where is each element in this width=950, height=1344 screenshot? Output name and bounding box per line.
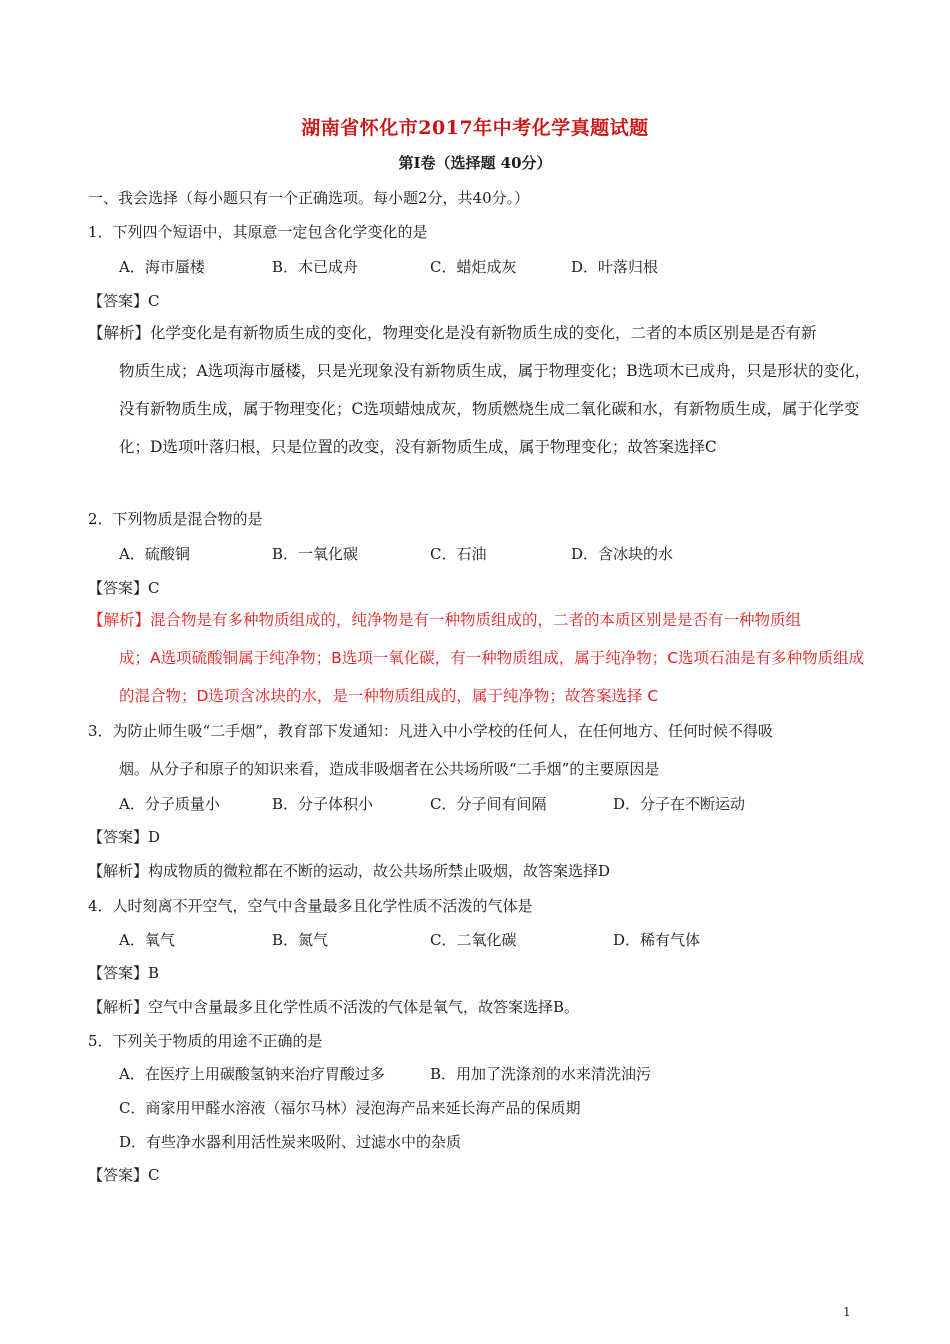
q3-option-b: B．分子体积小 xyxy=(272,795,374,813)
page-title: 湖南省怀化市2017年中考化学真题试题 xyxy=(301,117,649,139)
q2-answer: 【答案】C xyxy=(88,579,160,597)
q4-answer: 【答案】B xyxy=(88,964,160,982)
q4-option-c: C．二氧化碳 xyxy=(430,931,517,949)
q4-option-d: D．稀有气体 xyxy=(613,931,701,949)
q3-option-d: D．分子在不断运动 xyxy=(613,795,746,813)
q1-option-c: C．蜡炬成灰 xyxy=(430,258,517,276)
q2-option-a: A．硫酸铜 xyxy=(119,545,190,563)
q1-analysis-rest: 物质生成；A选项海市蜃楼，只是光现象没有新物质生成，属于物理变化；B选项木已成舟，只是形状的变化，没有新物质生成，属于物理变化；C选项蜡烛成灰，物质燃烧生成二氧化碳和水，有新物质生成，属于化学变化；D选项叶落归根，只是位置的改变，没有新物质生成，属于物理变化；故答案选择C xyxy=(119,362,871,456)
q1-analysis xyxy=(88,314,878,466)
q1-option-b: B．木已成舟 xyxy=(272,258,359,276)
q5-option-c: C．商家用甲醛水溶液（福尔马林）浸泡海产品来延长海产品的保质期 xyxy=(119,1099,581,1117)
q3-answer: 【答案】D xyxy=(88,828,161,846)
q4-option-b: B．氮气 xyxy=(272,931,329,949)
q5-option-d: D．有些净水器利用活性炭来吸附、过滤水中的杂质 xyxy=(119,1133,462,1151)
q4-analysis: 【解析】空气中含量最多且化学性质不活泼的气体是氧气，故答案选择B。 xyxy=(88,998,580,1016)
q2-option-d: D．含冰块的水 xyxy=(571,545,674,563)
q5-option-a: A．在医疗上用碳酸氢钠来治疗胃酸过多 xyxy=(119,1065,385,1083)
section-heading: 一、我会选择（每小题只有一个正确选项。每小题2分，共40分。） xyxy=(88,189,530,207)
q1-analysis-first: 【解析】化学变化是有新物质生成的变化，物理变化是没有新物质生成的变化，二者的本质区别是是否有新 xyxy=(88,324,817,342)
q1-answer: 【答案】C xyxy=(88,292,160,310)
q5-answer: 【答案】C xyxy=(88,1166,160,1184)
question-3-stem: 3．为防止师生吸“二手烟”，教育部下发通知：凡进入中小学校的任何人，在任何地方、任何时候不得吸 xyxy=(88,722,773,740)
q2-option-c: C．石油 xyxy=(430,545,487,563)
q3-analysis: 【解析】构成物质的微粒都在不断的运动，故公共场所禁止吸烟，故答案选择D xyxy=(88,862,611,880)
q5-option-b: B．用加了洗涤剂的水来清洗油污 xyxy=(430,1065,652,1083)
question-3-stem-cont: 烟。从分子和原子的知识来看，造成非吸烟者在公共场所吸“二手烟”的主要原因是 xyxy=(119,760,660,778)
q4-option-a: A．氧气 xyxy=(119,931,175,949)
q2-analysis-rest: 成；A选项硫酸铜属于纯净物；B选项一氧化碳，有一种物质组成，属于纯净物；C选项石油是有多种物质组成的混合物；D选项含冰块的水，是一种物质组成的，属于纯净物；故答案选择 C xyxy=(119,649,865,705)
q2-option-b: B．一氧化碳 xyxy=(272,545,359,563)
q1-option-d: D．叶落归根 xyxy=(571,258,659,276)
q2-analysis-first: 【解析】混合物是有多种物质组成的，纯净物是有一种物质组成的，二者的本质区别是是否有一种物质组 xyxy=(88,611,802,629)
q3-option-a: A．分子质量小 xyxy=(119,795,220,813)
question-4-stem: 4．人时刻离不开空气，空气中含量最多且化学性质不活泼的气体是 xyxy=(88,897,533,915)
q2-analysis xyxy=(88,601,878,715)
q3-option-c: C．分子间有间隔 xyxy=(430,795,547,813)
question-1-stem: 1．下列四个短语中，其原意一定包含化学变化的是 xyxy=(88,223,428,241)
section-subtitle: 第Ⅰ卷（选择题 40分） xyxy=(398,154,552,172)
page-number: 1 xyxy=(843,1305,851,1319)
question-5-stem: 5．下列关于物质的用途不正确的是 xyxy=(88,1032,323,1050)
question-2-stem: 2．下列物质是混合物的是 xyxy=(88,510,263,528)
q1-option-a: A．海市蜃楼 xyxy=(119,258,205,276)
